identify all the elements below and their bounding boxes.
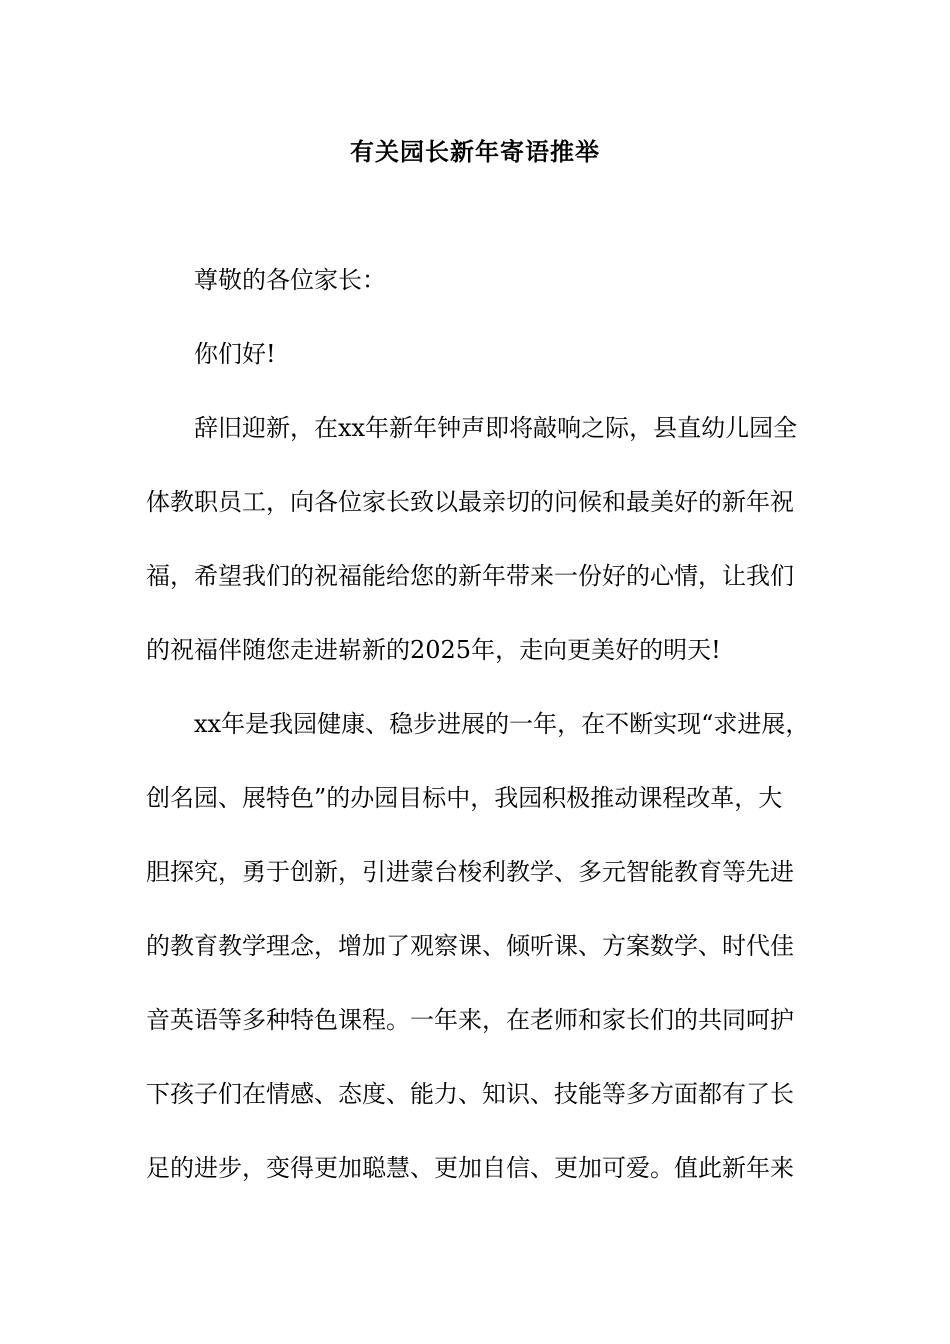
text-line: 福，希望我们的祝福能给您的新年带来一份好的心情，让我们 xyxy=(146,562,794,590)
text-line: 胆探究，勇于创新，引进蒙台梭利教学、多元智能教育等先进 xyxy=(146,858,794,886)
document-title: 有关园长新年寄语推举 xyxy=(350,137,600,166)
text-line: 体教职员工，向各位家长致以最亲切的问候和最美好的新年祝 xyxy=(146,488,794,516)
document-body xyxy=(146,262,826,1224)
text-line: xx年是我园健康、稳步进展的一年，在不断实现“求进展， xyxy=(194,710,810,738)
text-line: 音英语等多种特色课程。一年来，在老师和家长们的共同呵护 xyxy=(146,1006,794,1034)
text-line: 创名园、展特色”的办园目标中，我园积极推动课程改革，大 xyxy=(146,784,783,812)
text-line: 你们好! xyxy=(194,340,276,368)
text-line: 足的进步，变得更加聪慧、更加自信、更加可爱。值此新年来 xyxy=(146,1154,794,1182)
text-line: 的教育教学理念，增加了观察课、倾听课、方案数学、时代佳 xyxy=(146,932,794,960)
text-line: 下孩子们在情感、态度、能力、知识、技能等多方面都有了长 xyxy=(146,1080,794,1108)
text-line: 尊敬的各位家长： xyxy=(194,266,386,294)
text-line: 的祝福伴随您走进崭新的2025年，走向更美好的明天! xyxy=(146,636,721,664)
text-line: 辞旧迎新，在xx年新年钟声即将敲响之际，县直幼儿园全 xyxy=(194,414,798,442)
